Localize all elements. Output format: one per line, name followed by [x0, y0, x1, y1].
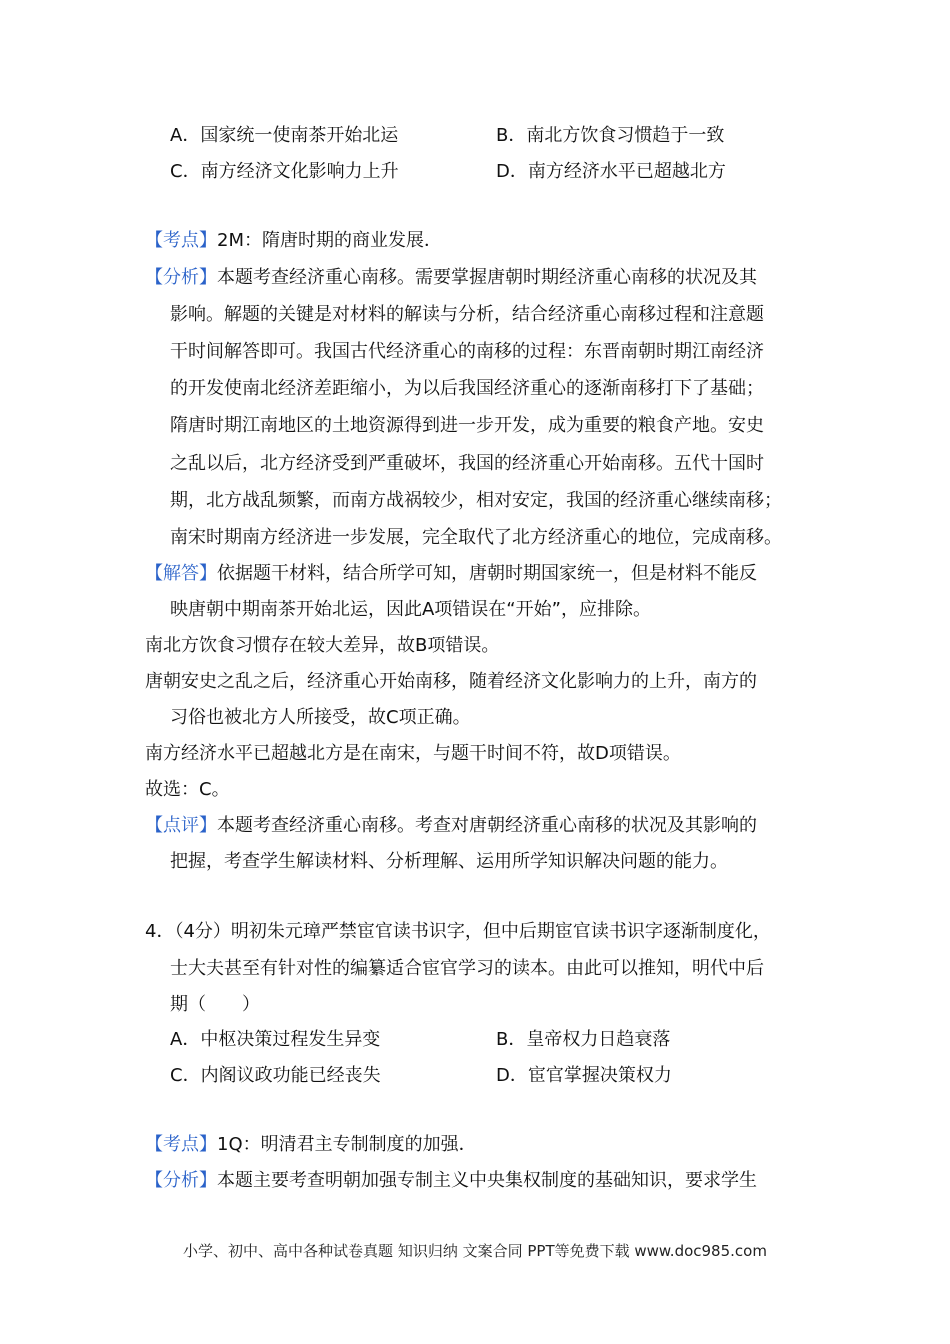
fenxi-line: 期，北方战乱频繁，而南方战祸较少，相对安定，我国的经济重心继续南移；	[170, 490, 782, 511]
fenxi-line: 的开发使南北经济差距缩小，为以后我国经济重心的逐渐南移打下了基础；	[170, 378, 764, 399]
q4-kaodian	[145, 1133, 477, 1157]
q4-stem-line: 士大夫甚至有针对性的编纂适合宦官学习的读本。由此可以推知，明代中后	[170, 958, 764, 979]
fenxi-line: 之乱以后，北方经济受到严重破坏，我国的经济重心开始南移。五代十国时	[170, 453, 764, 474]
dianping-line: 把握，考查学生解读材料、分析理解、运用所学知识解决问题的能力。	[170, 851, 728, 872]
jieda-line: 南北方饮食习惯存在较大差异，故B项错误。	[145, 635, 500, 656]
dianping-tag: 【点评】	[145, 815, 217, 836]
q3-dianping-first	[145, 814, 757, 838]
jieda-line: 映唐朝中期南茶开始北运，因此A项错误在“开始”，应排除。	[170, 599, 651, 620]
fenxi-line: 南宋时期南方经济进一步发展，完全取代了北方经济重心的地位，完成南移。	[170, 527, 782, 548]
q4-fenxi	[145, 1169, 757, 1193]
fenxi-line: 本题考查经济重心南移。需要掌握唐朝时期经济重心南移的状况及其	[217, 267, 757, 288]
jieda-line: 唐朝安史之乱之后，经济重心开始南移，随着经济文化影响力的上升，南方的	[145, 671, 757, 692]
q3-option-c: C．南方经济文化影响力上升	[170, 161, 399, 182]
page-footer: 小学、初中、高中各种试卷真题 知识归纳 文案合同 PPT等免费下载 www.doc985.com	[183, 1242, 767, 1260]
fenxi-line: 干时间解答即可。我国古代经济重心的南移的过程：东晋南朝时期江南经济	[170, 341, 764, 362]
q4-option-d: D．宦官掌握决策权力	[496, 1065, 672, 1086]
q3-fenxi-first	[145, 266, 757, 290]
fenxi-tag: 【分析】	[145, 267, 217, 288]
q4-option-b: B．皇帝权力日趋衰落	[496, 1029, 671, 1050]
q3-option-b: B．南北方饮食习惯趋于一致	[496, 125, 725, 146]
q3-option-a: A．国家统一使南茶开始北运	[170, 125, 399, 146]
kaodian-text: 1Q：明清君主专制制度的加强．	[217, 1134, 477, 1155]
jieda-tag: 【解答】	[145, 563, 217, 584]
q3-option-d: D．南方经济水平已超越北方	[496, 161, 726, 182]
q4-option-c: C．内阁议政功能已经丧失	[170, 1065, 381, 1086]
kaodian-tag: 【考点】	[145, 1134, 217, 1155]
fenxi-line: 影响。解题的关键是对材料的解读与分析，结合经济重心南移过程和注意题	[170, 304, 764, 325]
q4-option-a: A．中枢决策过程发生异变	[170, 1029, 381, 1050]
q3-kaodian	[145, 229, 442, 253]
jieda-line: 南方经济水平已超越北方是在南宋，与题干时间不符，故D项错误。	[145, 743, 681, 764]
kaodian-tag: 【考点】	[145, 230, 217, 251]
jieda-line: 习俗也被北方人所接受，故C项正确。	[170, 707, 471, 728]
fenxi-line: 隋唐时期江南地区的土地资源得到进一步开发，成为重要的粮食产地。安史	[170, 415, 764, 436]
jieda-line: 故选：C。	[145, 779, 230, 800]
q4-stem-line: 期（ ）	[170, 994, 260, 1015]
jieda-line: 依据题干材料，结合所学可知，唐朝时期国家统一，但是材料不能反	[217, 563, 757, 584]
q4-stem-line: 4．（4分）明初朱元璋严禁宦官读书识字，但中后期宦官读书识字逐渐制度化，	[145, 921, 771, 942]
fenxi-tag: 【分析】	[145, 1170, 217, 1191]
fenxi-text: 本题主要考查明朝加强专制主义中央集权制度的基础知识，要求学生	[217, 1170, 757, 1191]
q3-jieda-first	[145, 562, 757, 586]
dianping-line: 本题考查经济重心南移。考查对唐朝经济重心南移的状况及其影响的	[217, 815, 757, 836]
kaodian-text: 2M：隋唐时期的商业发展．	[217, 230, 442, 251]
